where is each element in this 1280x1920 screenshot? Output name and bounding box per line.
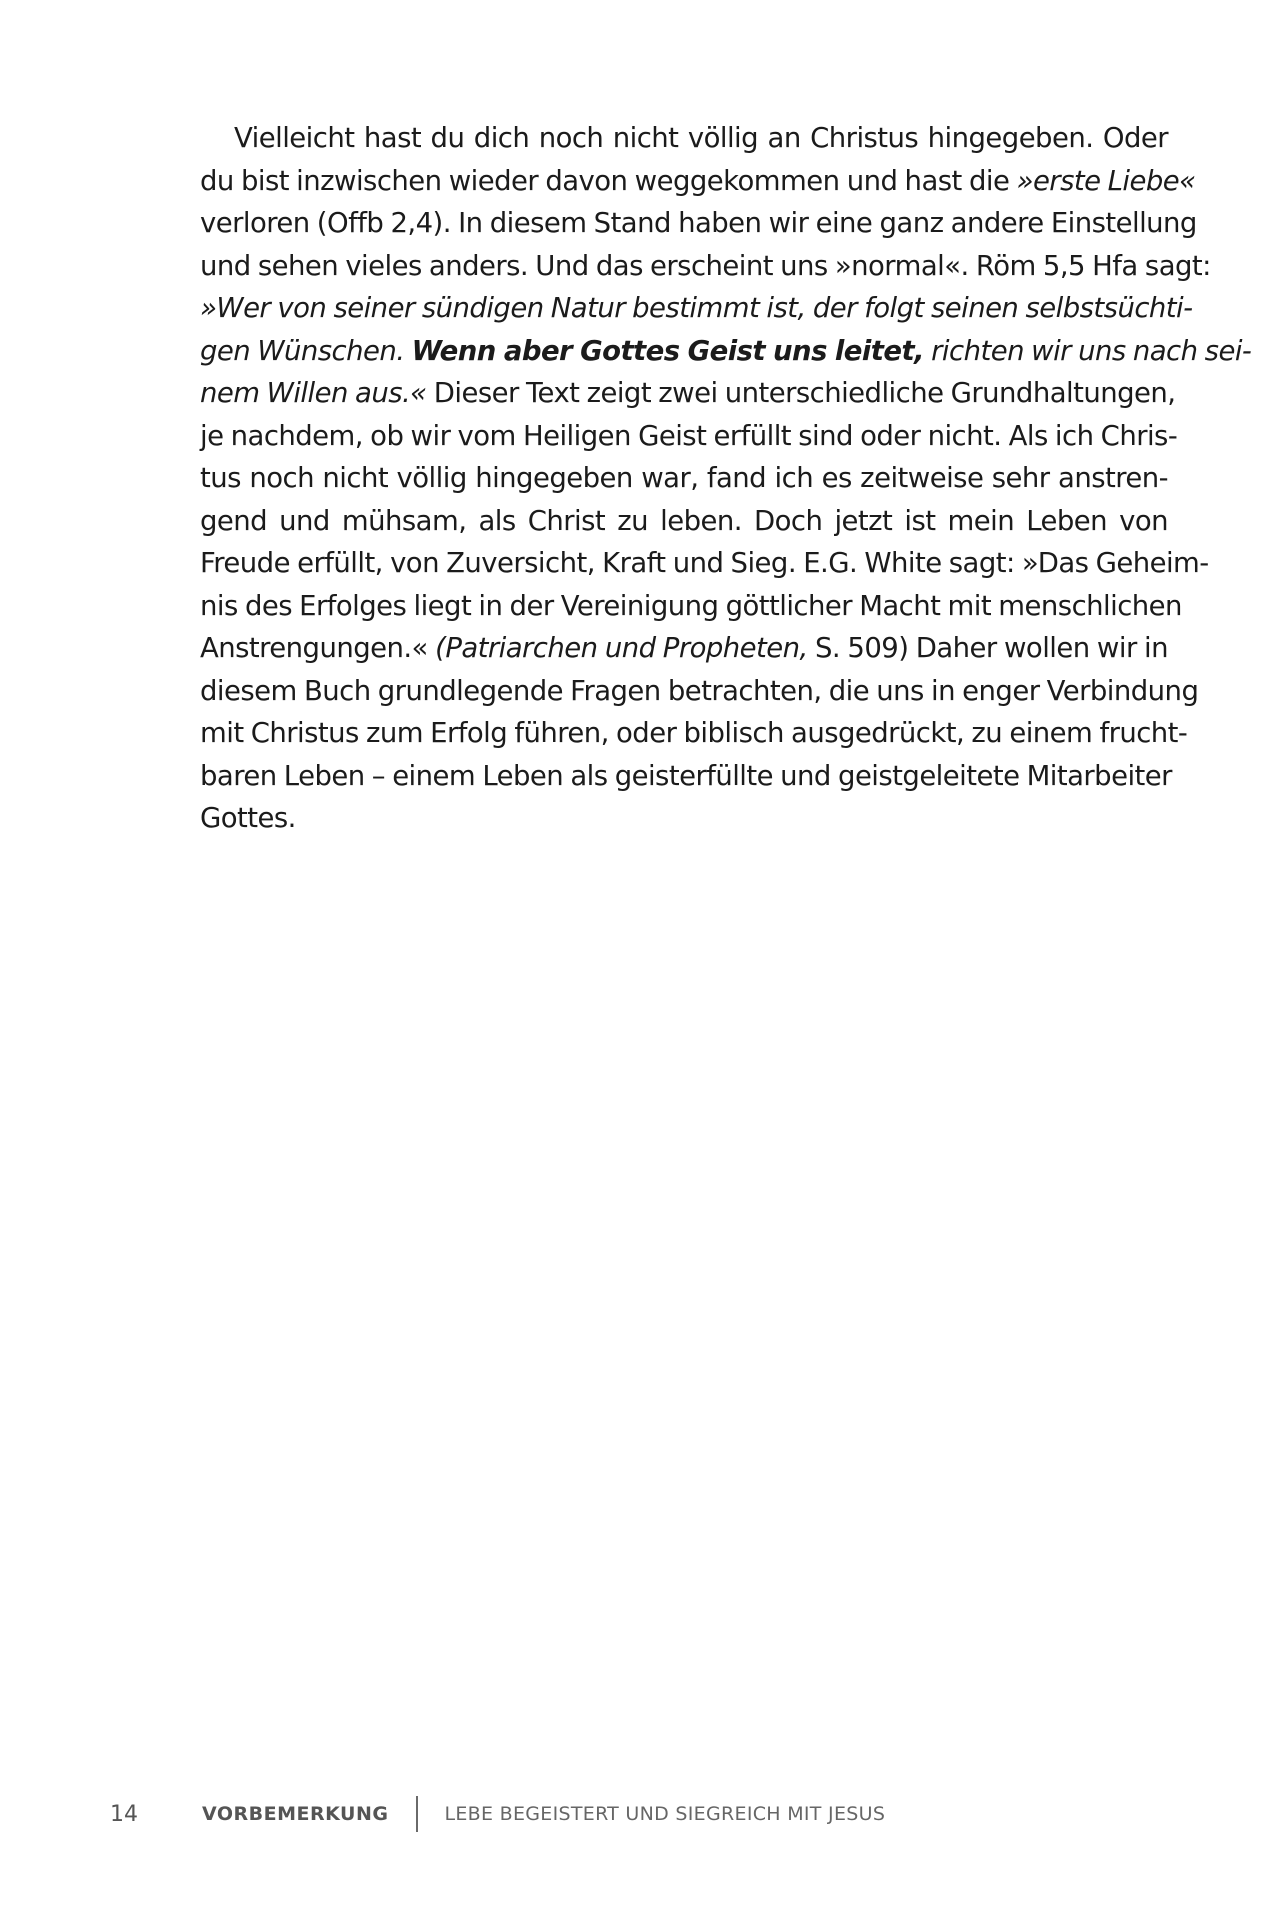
text-line	[200, 712, 1188, 755]
text-line	[200, 287, 1193, 330]
italic-quote: »Wer von seiner sündigen Natur bestimmt ist, der folgt seinen selbstsüchti-	[200, 292, 1193, 324]
text-line	[200, 755, 1172, 798]
bold-italic-emphasis: Wenn aber Gottes Geist uns leitet,	[411, 334, 924, 367]
text-line	[200, 457, 1168, 500]
text-line	[200, 202, 1197, 245]
text-line	[200, 372, 1176, 415]
text-run: Anstrengungen.«	[200, 632, 436, 664]
text-line	[200, 797, 1168, 840]
body-text	[200, 117, 1252, 840]
text-line	[200, 415, 1178, 458]
text-run: gend und mühsam, als Christ zu leben. Doch jetzt ist mein Leben von	[200, 504, 1168, 537]
text-run: du bist inzwischen wieder davon weggekommen und hast die	[200, 164, 1017, 197]
text-line	[200, 670, 1199, 713]
text-run: und sehen vieles anders. Und das erscheint uns »normal«. Röm 5,5 Hfa sagt:	[200, 249, 1211, 282]
text-run: mit Christus zum Erfolg führen, oder biblisch ausgedrückt, zu einem frucht-	[200, 717, 1188, 749]
text-line	[200, 500, 1168, 543]
text-run: Vielleicht hast du dich noch nicht völlig an Christus hingegeben. Oder	[234, 122, 1168, 154]
text-line	[200, 160, 1196, 203]
text-run: tus noch nicht völlig hingegeben war, fand ich es zeitweise sehr anstren-	[200, 462, 1168, 494]
text-line	[200, 330, 1252, 373]
text-run: Gottes.	[200, 802, 296, 834]
text-run: je nachdem, ob wir vom Heiligen Geist erfüllt sind oder nicht. Als ich Chris-	[200, 419, 1178, 452]
text-line	[200, 585, 1182, 628]
italic-quote: nem Willen aus.«	[200, 377, 427, 409]
text-line	[200, 542, 1209, 585]
text-run: baren Leben – einem Leben als geisterfüllte und geistgeleitete Mitarbeiter	[200, 759, 1172, 792]
text-run: diesem Buch grundlegende Fragen betrachten, die uns in enger Verbindung	[200, 674, 1199, 707]
text-run: nis des Erfolges liegt in der Vereinigung göttlicher Macht mit menschlichen	[200, 589, 1182, 622]
text-run: S. 509) Daher wollen wir in	[807, 632, 1168, 664]
section-label: VORBEMERKUNG	[202, 1803, 389, 1825]
footer-divider	[416, 1796, 418, 1832]
italic-citation: (Patriarchen und Propheten,	[435, 632, 808, 664]
text-line	[200, 627, 1168, 670]
text-line	[200, 117, 1168, 160]
text-run: verloren (Offb 2,4). In diesem Stand haben wir eine ganz andere Einstellung	[200, 207, 1197, 239]
book-title: LEBE BEGEISTERT UND SIEGREICH MIT JESUS	[444, 1803, 886, 1825]
text-run: Freude erfüllt, von Zuversicht, Kraft und Sieg. E.G. White sagt: »Das Geheim-	[200, 547, 1209, 579]
page-footer	[110, 1796, 885, 1832]
text-run: Dieser Text zeigt zwei unterschiedliche Grundhaltungen,	[426, 377, 1176, 409]
italic-quote: richten wir uns nach sei-	[923, 334, 1252, 367]
italic-quote: »erste Liebe«	[1016, 164, 1196, 197]
page-number: 14	[110, 1801, 138, 1827]
italic-quote: gen Wünschen.	[200, 334, 412, 367]
text-line	[200, 245, 1211, 288]
